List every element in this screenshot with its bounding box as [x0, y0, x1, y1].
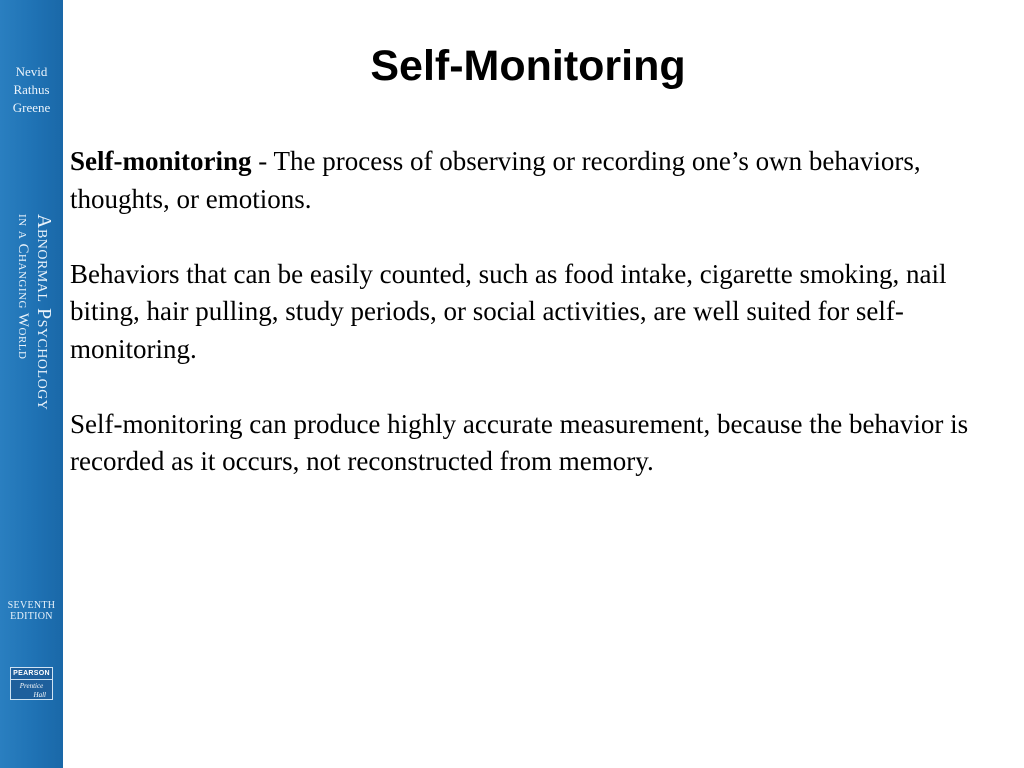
definition-separator: -: [251, 146, 274, 176]
book-spine-sidebar: [0, 0, 63, 768]
edition-line1: SEVENTH: [7, 600, 56, 611]
publisher-logo-mid: Prentice: [19, 682, 44, 690]
slide-title: Self-Monitoring: [370, 42, 686, 90]
author-name: Rathus: [13, 82, 50, 97]
author-name: Greene: [12, 100, 51, 115]
publisher-logo: [10, 667, 53, 700]
author-list: [0, 63, 63, 117]
definition-term: Self-monitoring: [70, 146, 252, 176]
book-title-line1: Abnormal Psychology: [33, 214, 55, 411]
author-name: Nevid: [15, 64, 48, 79]
definition-paragraph: [70, 143, 1005, 218]
publisher-logo-bot: Hall: [33, 691, 46, 699]
edition-line2: EDITION: [10, 611, 53, 622]
body-paragraph-2: Behaviors that can be easily counted, such as food intake, cigarette smoking, nail biting, hair pulling, study periods, or social activities, are well suited for self-monitoring.: [70, 258, 947, 364]
book-title-line2: in a Changing World: [15, 214, 31, 360]
edition-label: [0, 600, 63, 622]
definition-text: The process of observing or recording one’s own behaviors, thoughts, or emotions.: [70, 146, 921, 214]
body-paragraph-3: Self-monitoring can produce highly accurate measurement, because the behavior is recorded as it occurs, not reconstructed from memory.: [70, 408, 969, 476]
book-title: [4, 214, 56, 499]
slide-body: [70, 143, 1005, 518]
publisher-logo-top: PEARSON: [11, 668, 52, 680]
